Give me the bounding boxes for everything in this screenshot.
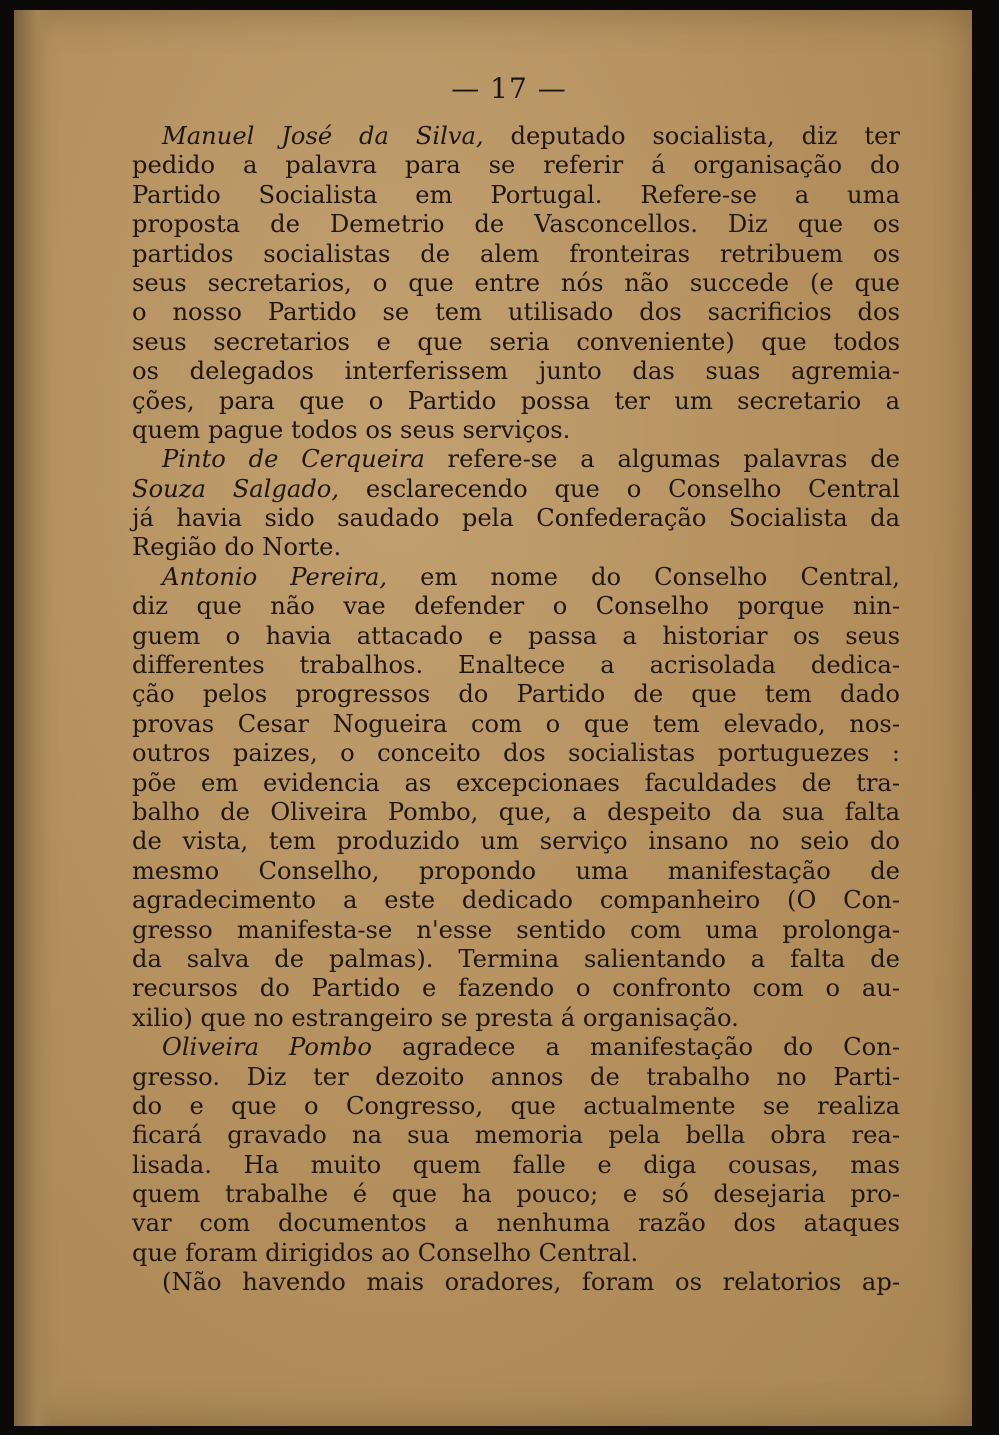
text-line: [132, 798, 900, 827]
text-line: [132, 445, 900, 474]
text-segment: quem trabalhe é que ha pouco; e só desejaria pro-: [132, 1180, 900, 1209]
text-line: [132, 533, 900, 562]
text-segment: seus secretarios e que seria conveniente) que todos: [132, 327, 900, 356]
text-line: [132, 1092, 900, 1121]
text-line: [132, 151, 900, 180]
text-segment: lisada. Ha muito quem falle e diga cousas, mas: [132, 1150, 900, 1179]
text-line: [132, 827, 900, 856]
text-line: [132, 269, 900, 298]
text-segment: proposta de Demetrio de Vasconcellos. Diz que os: [132, 210, 900, 239]
page-edge-shadow: [14, 10, 52, 1426]
text-line: [132, 945, 900, 974]
text-segment: esclarecendo que o Conselho Central: [339, 474, 900, 503]
text-segment: var com documentos a nenhuma razão dos ataques: [132, 1209, 900, 1238]
text-segment: seus secretarios, o que entre nós não succede (e que: [132, 268, 900, 297]
text-line: [132, 298, 900, 327]
text-segment: guem o havia attacado e passa a historiar os seus: [132, 621, 900, 650]
text-line: [132, 387, 900, 416]
text-line: [132, 1239, 900, 1268]
text-line: [132, 1209, 900, 1238]
text-segment: pedido a palavra para se referir á organisação do: [132, 151, 900, 180]
text-line: [132, 739, 900, 768]
text-segment: ção pelos progressos do Partido de que tem dado: [132, 680, 900, 709]
text-segment: o nosso Partido se tem utilisado dos sacrificios dos: [132, 298, 900, 327]
text-segment: ções, para que o Partido possa ter um secretario a: [132, 386, 900, 415]
text-line: [132, 181, 900, 210]
text-segment: agradecimento a este dedicado companheiro (O Con-: [132, 886, 900, 915]
text-segment: põe em evidencia as excepcionaes faculdades de tra-: [132, 768, 900, 797]
text-segment: Partido Socialista em Portugal. Refere-se a uma: [132, 180, 900, 209]
body-text: [132, 122, 900, 1298]
page-number: — 17 —: [451, 72, 567, 105]
text-segment: differentes trabalhos. Enaltece a acrisolada dedica-: [132, 651, 900, 680]
text-segment: recursos do Partido e fazendo o confronto com o au-: [132, 974, 900, 1003]
text-line: [132, 680, 900, 709]
speaker-name: Antonio Pereira,: [162, 562, 388, 591]
text-segment: Região do Norte.: [132, 533, 342, 562]
text-line: [132, 651, 900, 680]
text-segment: do e que o Congresso, que actualmente se realiza: [132, 1091, 900, 1120]
text-segment: partidos socialistas de alem fronteiras retribuem os: [132, 239, 900, 268]
text-segment: diz que não vae defender o Conselho porque nin-: [132, 592, 900, 621]
text-segment: ficará gravado na sua memoria pela bella obra rea-: [132, 1121, 900, 1150]
text-line: [132, 1180, 900, 1209]
text-segment: agradece a manifestação do Con-: [371, 1033, 900, 1062]
text-segment: que foram dirigidos ao Conselho Central.: [132, 1238, 639, 1267]
text-line: [132, 710, 900, 739]
text-segment: gresso manifesta-se n'esse sentido com uma prolonga-: [132, 915, 900, 944]
book-page: [14, 10, 972, 1426]
text-line: [132, 563, 900, 592]
text-segment: gresso. Diz ter dezoito annos de trabalho no Parti-: [132, 1062, 900, 1091]
text-line: [132, 857, 900, 886]
text-segment: xilio) que no estrangeiro se presta á organisação.: [132, 1003, 739, 1032]
text-segment: provas Cesar Nogueira com o que tem elevado, nos-: [132, 709, 900, 738]
text-line: [132, 1033, 900, 1062]
text-line: [132, 886, 900, 915]
text-line: [132, 1268, 900, 1297]
text-line: [132, 916, 900, 945]
text-line: [132, 475, 900, 504]
text-line: [132, 240, 900, 269]
text-line: [132, 1004, 900, 1033]
text-segment: quem pague todos os seus serviços.: [132, 415, 571, 444]
text-line: [132, 357, 900, 386]
text-segment: já havia sido saudado pela Confederação Socialista da: [132, 504, 900, 533]
text-line: [132, 1121, 900, 1150]
text-segment: mesmo Conselho, propondo uma manifestação de: [132, 856, 900, 885]
text-line: [132, 974, 900, 1003]
text-segment: (Não havendo mais oradores, foram os relatorios ap-: [162, 1268, 900, 1297]
text-segment: de vista, tem produzido um serviço insano no seio do: [132, 827, 900, 856]
text-line: [132, 210, 900, 239]
speaker-name: Manuel José da Silva,: [162, 122, 484, 150]
text-segment: outros paizes, o conceito dos socialistas portuguezes :: [132, 739, 900, 768]
speaker-name: Oliveira Pombo: [162, 1033, 372, 1062]
text-line: [132, 122, 900, 151]
text-line: [132, 416, 900, 445]
text-segment: os delegados interferissem junto das suas agremia-: [132, 357, 900, 386]
text-line: [132, 592, 900, 621]
text-segment: deputado socialista, diz ter: [483, 122, 900, 150]
text-line: [132, 1151, 900, 1180]
text-line: [132, 769, 900, 798]
text-line: [132, 504, 900, 533]
text-line: [132, 328, 900, 357]
text-segment: em nome do Conselho Central,: [387, 562, 900, 591]
text-segment: balho de Oliveira Pombo, que, a despeito da sua falta: [132, 797, 900, 826]
text-segment: da salva de palmas). Termina salientando a falta de: [132, 944, 900, 973]
speaker-name: Pinto de Cerqueira: [162, 445, 425, 474]
speaker-name: Souza Salgado,: [132, 474, 340, 503]
text-line: [132, 1063, 900, 1092]
text-line: [132, 622, 900, 651]
text-segment: refere-se a algumas palavras de: [424, 445, 900, 474]
